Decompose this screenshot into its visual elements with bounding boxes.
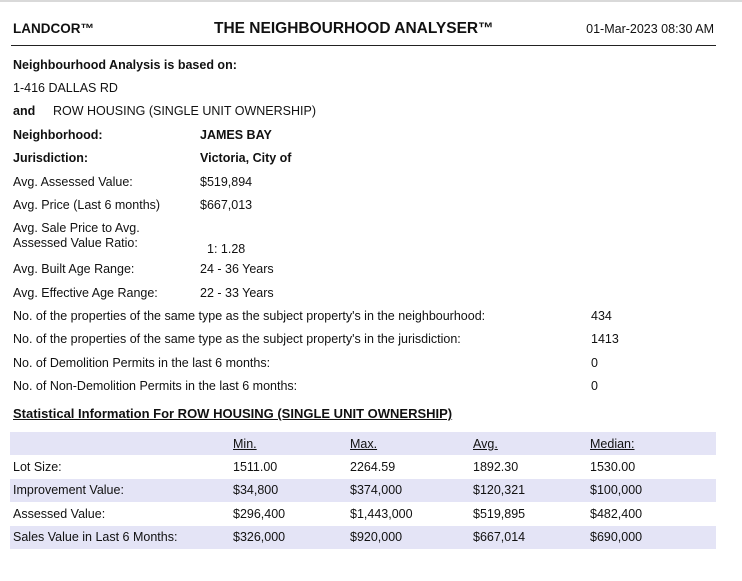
report-header [11, 19, 716, 46]
row-label: Sales Value in Last 6 Months: [10, 526, 233, 549]
report-title: THE NEIGHBOURHOOD ANALYSER™ [214, 20, 494, 37]
column-header-median: Median: [590, 432, 716, 455]
avg-assessed-value: $519,894 [200, 175, 253, 189]
same-type-jurisdiction-value: 1413 [591, 332, 619, 346]
neighborhood-label: Neighborhood: [13, 128, 103, 142]
column-header [10, 432, 233, 455]
top-border [0, 0, 742, 2]
table-cell: 1530.00 [590, 460, 636, 475]
stats-header-row [10, 432, 716, 455]
table-cell: $667,014 [473, 526, 590, 549]
table-cell: $519,895 [473, 506, 526, 521]
same-type-neighbourhood-label: No. of the properties of the same type as the subject property's in the neighbourhood: [13, 309, 486, 323]
demolition-permits-value: 0 [591, 356, 598, 370]
column-header-max: Max. [350, 432, 473, 455]
table-cell: 2264.59 [350, 460, 396, 475]
row-label: Improvement Value: [10, 479, 233, 502]
brand-name: LANDCOR™ [13, 21, 94, 36]
table-cell: $374,000 [350, 479, 473, 502]
table-row [10, 502, 716, 525]
jurisdiction-value: Victoria, City of [200, 151, 292, 165]
ratio-value: 1: 1.28 [207, 242, 246, 256]
row-label: Assessed Value: [13, 506, 106, 521]
table-cell: $326,000 [233, 526, 350, 549]
neighborhood-value: JAMES BAY [200, 128, 272, 142]
built-age-label: Avg. Built Age Range: [13, 262, 135, 276]
built-age-value: 24 - 36 Years [200, 262, 274, 276]
subject-address: 1-416 DALLAS RD [13, 81, 118, 95]
stats-heading: Statistical Information For ROW HOUSING (SINGLE UNIT OWNERSHIP) [13, 406, 453, 421]
table-row [10, 479, 716, 502]
avg-price-label: Avg. Price (Last 6 months) [13, 198, 161, 212]
avg-price-value: $667,013 [200, 198, 253, 212]
table-cell: 1892.30 [473, 460, 519, 475]
avg-assessed-label: Avg. Assessed Value: [13, 175, 133, 189]
same-type-neighbourhood-value: 434 [591, 309, 612, 323]
property-type: ROW HOUSING (SINGLE UNIT OWNERSHIP) [53, 104, 316, 118]
table-cell: $690,000 [590, 526, 716, 549]
table-cell: $34,800 [233, 479, 350, 502]
table-cell: $1,443,000 [350, 506, 413, 521]
table-cell: $920,000 [350, 526, 473, 549]
table-cell: $482,400 [590, 506, 643, 521]
table-cell: $100,000 [590, 479, 716, 502]
table-row [10, 455, 716, 478]
basis-heading: Neighbourhood Analysis is based on: [13, 58, 237, 72]
stats-table [10, 432, 716, 549]
non-demolition-permits-label: No. of Non-Demolition Permits in the last 6 months: [13, 379, 298, 393]
column-header-avg: Avg. [473, 432, 590, 455]
table-cell: $120,321 [473, 479, 590, 502]
report-datetime: 01-Mar-2023 08:30 AM [586, 22, 714, 36]
row-label: Lot Size: [13, 460, 62, 475]
same-type-jurisdiction-label: No. of the properties of the same type as the subject property's in the jurisdiction: [13, 332, 461, 346]
jurisdiction-label: Jurisdiction: [13, 151, 89, 165]
table-row [10, 526, 716, 549]
non-demolition-permits-value: 0 [591, 379, 598, 393]
effective-age-value: 22 - 33 Years [200, 286, 274, 300]
ratio-label-line2: Assessed Value Ratio: [13, 236, 138, 250]
effective-age-label: Avg. Effective Age Range: [13, 286, 158, 300]
column-header-min: Min. [233, 432, 350, 455]
and-label: and [13, 104, 36, 118]
table-cell: $296,400 [233, 506, 286, 521]
table-cell: 1511.00 [233, 460, 278, 475]
ratio-label-line1: Avg. Sale Price to Avg. [13, 221, 140, 235]
demolition-permits-label: No. of Demolition Permits in the last 6 months: [13, 356, 271, 370]
